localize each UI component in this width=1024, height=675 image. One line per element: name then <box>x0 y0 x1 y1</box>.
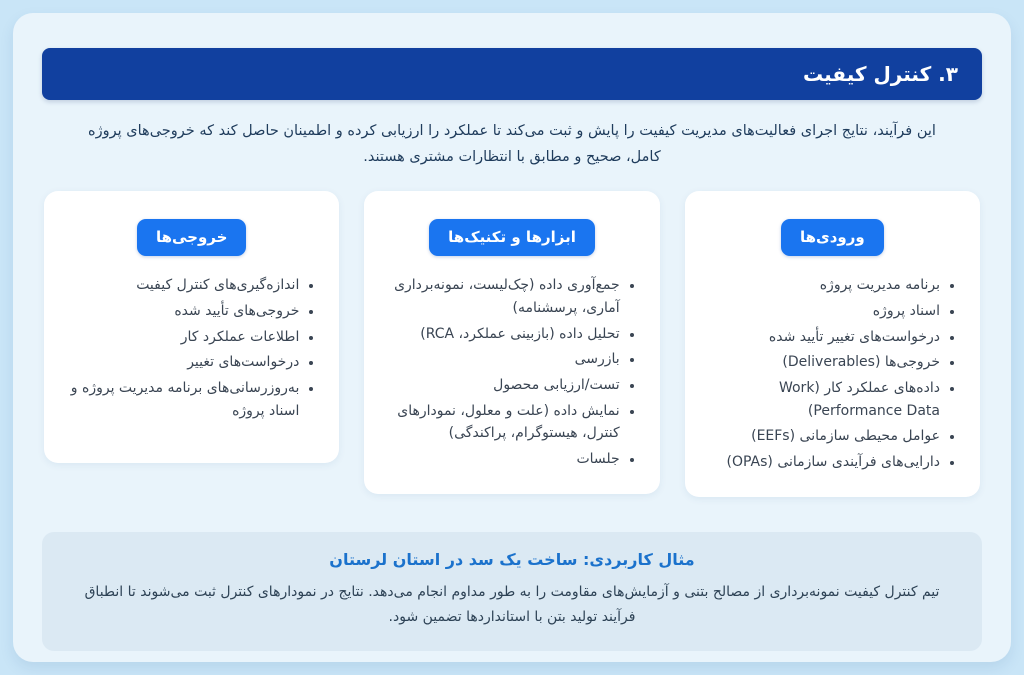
tools-pill-label: ابزارها و تکنیک‌ها <box>429 219 595 256</box>
list-item: • به‌روزرسانی‌های برنامه مدیریت پروژه و اسناد پروژه <box>64 377 299 422</box>
list-item: • خروجی‌های تأیید شده <box>64 300 299 323</box>
example-box <box>42 532 982 652</box>
intro-paragraph: این فرآیند، نتایج اجرای فعالیت‌های مدیریت کیفیت را پایش و ثبت می‌کند تا عملکرد را ارزیابی کرده و اطمینان حاصل کند که خروجی‌های پروژه کامل، صحیح و مطابق با انتظارات مشتری هستند. <box>88 123 936 166</box>
content-panel <box>13 13 1011 662</box>
inputs-list <box>705 274 960 473</box>
example-body: تیم کنترل کیفیت نمونه‌برداری از مصالح بتنی و آزمایش‌های مقاومت را به طور مداوم انجام می‌دهد. نتایج در نمودارهای کنترل ثبت می‌شوند تا انطباق فرآیند تولید بتن با استانداردها تضمین شود. <box>84 583 940 626</box>
list-item: • تحلیل داده (بازبینی عملکرد، RCA) <box>384 323 619 346</box>
list-item: • اسناد پروژه <box>705 300 940 323</box>
list-item: • اطلاعات عملکرد کار <box>64 326 299 349</box>
section-title: ۳. کنترل کیفیت <box>802 62 958 86</box>
page-background <box>0 13 1024 675</box>
list-item: • درخواست‌های تغییر تأیید شده <box>705 326 940 349</box>
list-item: • تست/ارزیابی محصول <box>384 374 619 397</box>
example-title: مثال کاربردی: ساخت یک سد در استان لرستان <box>329 549 695 569</box>
card-outputs <box>44 191 339 463</box>
outputs-pill-label: خروجی‌ها <box>137 219 246 256</box>
inputs-pill-label: ورودی‌ها <box>781 219 884 256</box>
list-item: • خروجی‌ها (Deliverables) <box>705 351 940 374</box>
list-item: • بازرسی <box>384 348 619 371</box>
list-item: • درخواست‌های تغییر <box>64 351 299 374</box>
list-item: • داده‌های عملکرد کار (Work Performance Data) <box>705 377 940 422</box>
list-item: • نمایش داده (علت و معلول، نمودارهای کنترل، هیستوگرام، پراکندگی) <box>384 400 619 445</box>
list-item: • عوامل محیطی سازمانی (EEFs) <box>705 425 940 448</box>
list-item: • برنامه مدیریت پروژه <box>705 274 940 297</box>
process-cards-row <box>44 191 980 496</box>
list-item: • جلسات <box>384 448 619 471</box>
card-tools-techniques <box>364 191 659 493</box>
list-item: • دارایی‌های فرآیندی سازمانی (OPAs) <box>705 451 940 474</box>
section-header-bar <box>42 48 982 100</box>
list-item: • جمع‌آوری داده (چک‌لیست، نمونه‌برداری آماری، پرسشنامه) <box>384 274 619 319</box>
tools-list <box>384 274 639 470</box>
outputs-list <box>64 274 319 422</box>
list-item: • اندازه‌گیری‌های کنترل کیفیت <box>64 274 299 297</box>
card-inputs <box>685 191 980 496</box>
